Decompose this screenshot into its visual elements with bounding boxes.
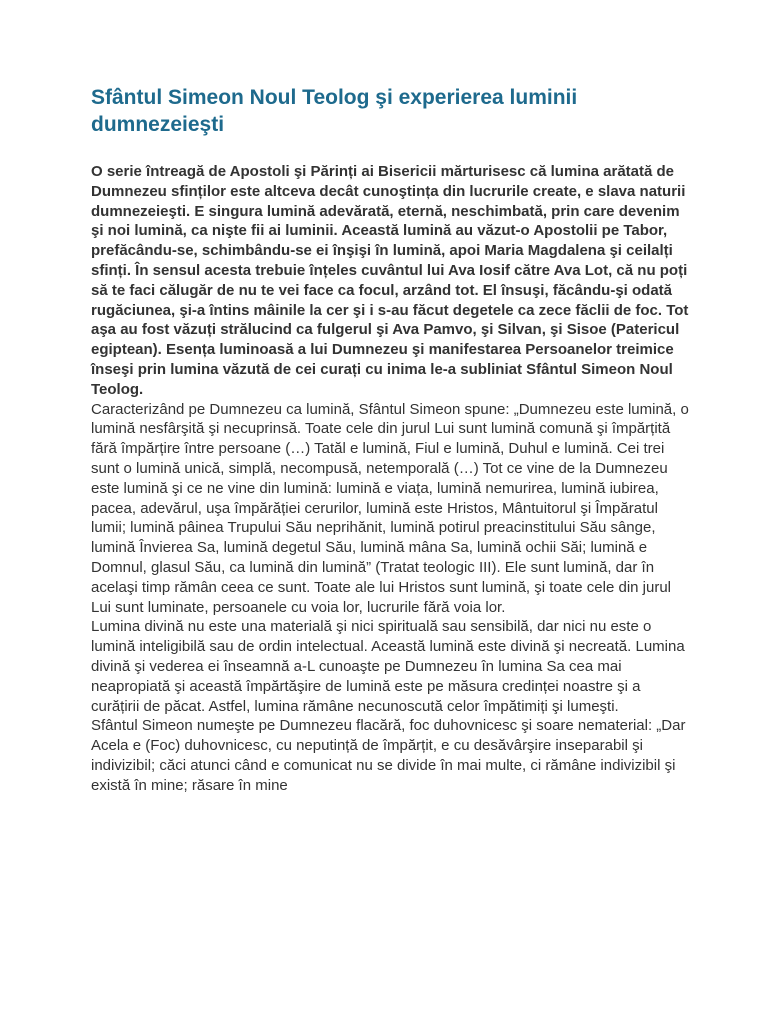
- body-paragraph: Lumina divină nu este una materială şi nici spirituală sau sensibilă, dar nici nu este o lumină inteligibilă sau de ordin intelectual. Această lumină este divină şi necreată. Lumina divină şi vederea ei înseamnă a-L cunoaşte pe Dumnezeu în lumina Sa cea mai neapropiată şi această împărtăşire de lumină este pe măsura credinței noastre şi a curățirii de păcat. Astfel, lumina rămâne necunoscută celor împătimiți şi lumeşti.: [91, 618, 685, 715]
- body-paragraph: Sfântul Simeon numeşte pe Dumnezeu flacără, foc duhovnicesc şi soare nematerial: „Dar Acela e (Foc) duhovnicesc, cu neputință de împărțit, e cu desăvârşire inseparabil şi indivizibil; căci atunci când e comunicat nu se divide în mai multe, ci rămâne indivizibil şi există în mine; răsare în mine: [91, 717, 686, 794]
- lead-paragraph: O serie întreagă de Apostoli şi Părinți ai Bisericii mărturisesc că lumina arătată de Dumnezeu sfinților este altceva decât cunoştința din lucrurile create, e slava naturii dumnezeieşti. E singura lumină adevărată, eternă, neschimbată, prin care devenim şi noi lumină, ca nişte fii ai luminii. Această lumină au văzut-o Apostolii pe Tabor, prefăcându-se, schimbându-se ei înşişi în lumină, apoi Maria Magdalena şi ceilalți sfinți. În sensul acesta trebuie înțeles cuvântul lui Ava Iosif către Ava Lot, că nu poți să te faci călugăr de nu te vei face ca focul, arzând tot. El însuşi, făcându-şi odată rugăciunea, şi-a întins mâinile la cer şi i s-au făcut degetele ca zece făclii de foc. Tot aşa au fost văzuți strălucind ca fulgerul şi Ava Pamvo, şi Silvan, şi Sisoe (Patericul egiptean). Esența luminoasă a lui Dumnezeu şi manifestarea Persoanelor treimice înseşi prin lumina văzută de cei curați cu inima le-a subliniat Sfântul Simeon Noul Teolog.: [91, 163, 689, 398]
- article-title: Sfântul Simeon Noul Teolog şi experierea luminii dumnezeieşti: [91, 86, 578, 136]
- document-page: [91, 84, 691, 796]
- body-paragraph: Caracterizând pe Dumnezeu ca lumină, Sfântul Simeon spune: „Dumnezeu este lumină, o lumină nesfârşită şi necuprinsă. Toate cele din jurul Lui sunt lumină comună şi împărțită fără împărțire între persoane (…) Tatăl e lumină, Fiul e lumină, Duhul e lumină. Cei trei sunt o lumină unică, simplă, necompusă, netemporală (…) Tot ce vine de la Dumnezeu este lumină şi ce ne vine din lumină: lumină e viața, lumină nemurirea, lumină iubirea, pacea, adevărul, uşa împărăției cerurilor, lumină este Hristos, Mântuitorul şi Împăratul lumii; lumină pâinea Trupului Său neprihănit, lumină potirul preacinstitului Său sânge, lumină Învierea Sa, lumină degetul Său, lumină mâna Sa, lumină ochii Săi; lumină e Domnul, glasul Său, ca lumină din lumină” (Tratat teologic III). Ele sunt lumină, dar în acelaşi timp rămân ceea ce sunt. Toate ale lui Hristos sunt lumină, şi toate cele din jurul Lui sunt luminate, persoanele cu voia lor, lucrurile fără voia lor.: [91, 400, 689, 616]
